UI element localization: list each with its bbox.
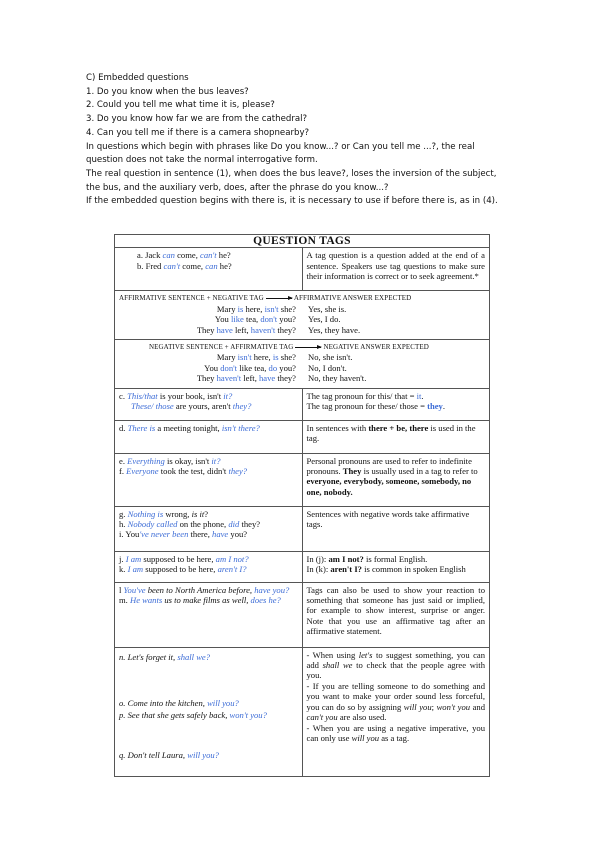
affirmative-examples: Mary is here, isn't she? You like tea, don't you? They have left, haven't they? [196,303,296,335]
negative-header: NEGATIVE SENTENCE + AFFIRMATIVE TAG NEGATIVE ANSWER EXPECTED [149,343,429,352]
text-line: question does not take the normal interrogative form. [86,155,318,166]
arrow-icon [295,347,321,348]
row-lm-explanation: Tags can also be used to show your reaction to something that someone has just said or implied, for example to show interest, surprise or anger. Note that you use an affirmative tag after an affirmative statement. [302,582,490,647]
row-a-explanation: A tag question is a question added at the end of a sentence. Speakers use tag questions to make sure their information is correct or to seek agreement.* [302,248,490,291]
negative-examples: Mary isn't here, is she? You don't like tea, do you? They haven't left, have they? [196,352,296,384]
text-line: 4. Can you tell me if there is a camera shopnearby? [86,127,310,138]
table-row [115,582,490,647]
arrow-icon [266,298,292,299]
text-line: If the embedded question begins with there is, it is necessary to use if before there is, as in (4). [86,196,498,207]
affirmative-header: AFFIRMATIVE SENTENCE + NEGATIVE TAG AFFIRMATIVE ANSWER EXPECTED [119,294,412,303]
example-a: a. Jack can come, can't he? [137,250,231,261]
table-row [115,340,490,389]
table-title-row [115,235,490,248]
row-c-examples: c. This/that is your book, isn't it? These/ those are yours, aren't they? [115,388,303,420]
text-line: The real question in sentence (1), when does the bus leave?, loses the inversion of the subject, [86,168,497,179]
row-nq-explanation: - When using let's to suggest something, you can add shall we to check that the people agree with you. - If you are telling someone to do something and you want to make your order sound less forceful, you can do so by assigning will you; won't you and can't you are also used. - When you are using a negative imperative, you can only use will you as a tag. [302,647,490,776]
row-d-explanation: In sentences with there + be, there is used in the tag. [302,420,490,453]
row-ghi-examples: g. Nothing is wrong, is it? h. Nobody called on the phone, did they? i. You've never been there, have you? [115,506,303,551]
row-a-examples [115,248,303,291]
affirmative-block [115,291,490,340]
row-jk-examples: j. I am supposed to be here, am I not? k. I am supposed to be here, aren't I? [115,551,303,582]
table-row [115,647,490,776]
question-tags-table [114,234,490,777]
row-d-example: d. There is a meeting tonight, isn't there? [115,420,303,453]
text-line: 3. Do you know how far we are from the cathedral? [86,114,308,125]
row-ef-examples: e. Everything is okay, isn't it? f. Everyone took the test, didn't they? [115,453,303,506]
embedded-questions-section [86,72,526,209]
row-ef-explanation: Personal pronouns are used to refer to indefinite pronouns. They is usually used in a tag to refer to everyone, everybody, someone, somebody, no one, nobody. [302,453,490,506]
negative-answers: No, she isn't. No, I don't. No, they haven't. [308,352,367,384]
negative-block [115,340,490,389]
text-line: 1. Do you know when the bus leaves? [86,86,249,97]
row-c-explanation: The tag pronoun for this/ that = it. The tag pronoun for these/ those = they. [302,388,490,420]
row-ghi-explanation: Sentences with negative words take affirmative tags. [302,506,490,551]
row-jk-explanation: In (j): am I not? is formal English. In (k): aren't I? is common in spoken English [302,551,490,582]
example-b: b. Fred can't come, can he? [137,260,232,271]
table-title: QUESTION TAGS [115,235,490,248]
table-row [115,388,490,420]
section-heading: C) Embedded questions [86,73,189,83]
table-row [115,453,490,506]
text-line: 2. Could you tell me what time it is, please? [86,100,275,111]
affirmative-answers: Yes, she is. Yes, I do. Yes, they have. [308,303,361,335]
table-row [115,291,490,340]
text-line: the bus, and the auxiliary verb, does, after the phrase do you know...? [86,182,389,193]
row-lm-examples: l You've been to North America before, have you? m. He wants us to make films as well, does he? [115,582,303,647]
text-line: In questions which begin with phrases like Do you know...? or Can you tell me ...?, the real [86,141,475,152]
row-nq-examples: n. Let's forget it, shall we? o. Come into the kitchen, will you? p. See that she gets safely back, won't you? q. Don't tell Laura, will you? [115,647,303,776]
table-row [115,420,490,453]
table-row [115,248,490,291]
table-row [115,506,490,551]
table-row [115,551,490,582]
